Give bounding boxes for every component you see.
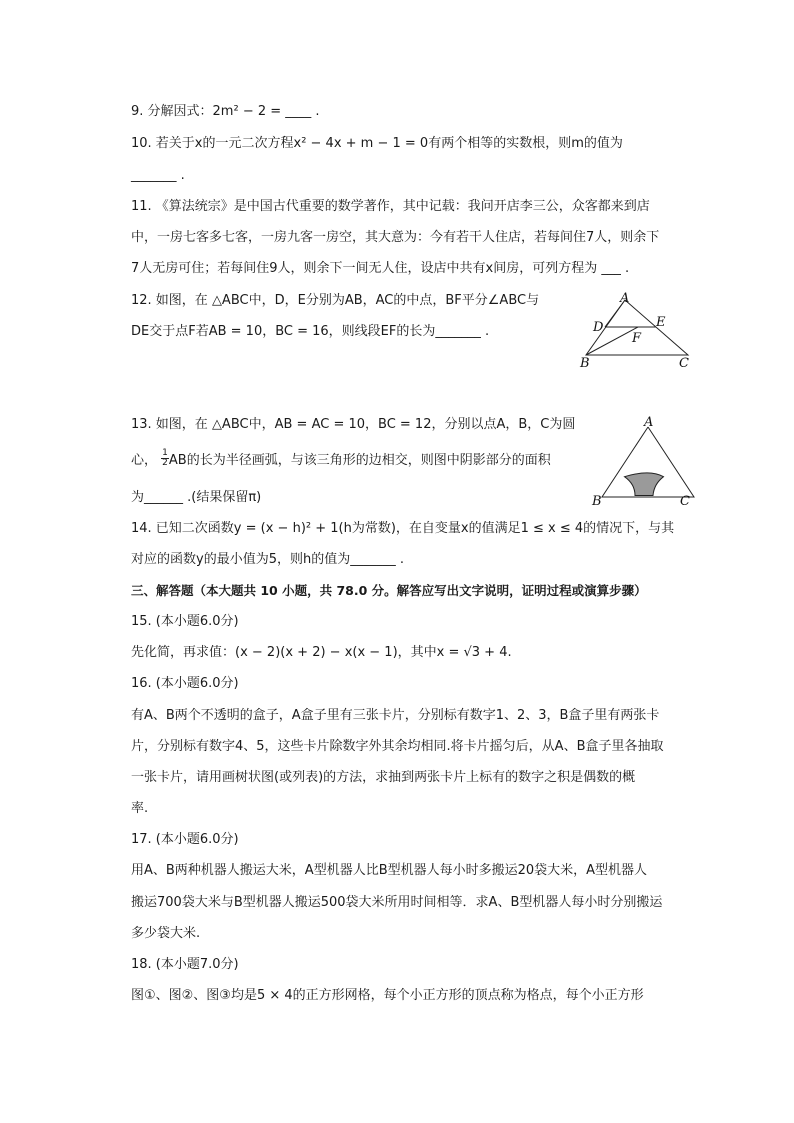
q15-line1: 先化简，再求值：(x − 2)(x + 2) − x(x − 1)，其中x = √3 + 4. [131, 645, 512, 660]
q13-shaded-region [625, 473, 664, 496]
q15-header: 15. (本小题6.0分) [131, 614, 239, 629]
q11-line2: 中，一房七客多七客，一房九客一房空，其大意为：今有若干人住店，若每间住7人，则余下 [131, 230, 660, 245]
q12-triangle-figure [574, 290, 694, 372]
q16-header: 16. (本小题6.0分) [131, 676, 239, 691]
q17-line3: 多少袋大米. [131, 926, 201, 941]
q14-line1: 14. 已知二次函数y = (x − h)² + 1(h为常数)，在自变量x的值满足1 ≤ x ≤ 4的情况下，与其 [131, 521, 675, 536]
q14-line2: 对应的函数y的最小值为5，则h的值为_______ . [131, 552, 404, 567]
q10-line1: 10. 若关于x的一元二次方程x² − 4x + m − 1 = 0有两个相等的实数根，则m的值为 [131, 136, 623, 151]
q13-line3: 为______ .(结果保留π) [131, 490, 262, 505]
q17-header: 17. (本小题6.0分) [131, 832, 239, 847]
q13-fraction-num: 1 [162, 448, 168, 458]
q13-label-c: C [680, 494, 690, 509]
q12-label-f: F [632, 331, 642, 346]
q16-line4: 率. [131, 801, 149, 816]
q16-line1: 有A、B两个不透明的盒子，A盒子里有三张卡片，分别标有数字1、2、3，B盒子里有两张卡 [131, 708, 660, 723]
q17-line1: 用A、B两种机器人搬运大米，A型机器人比B型机器人每小时多搬运20袋大米，A型机器人 [131, 863, 648, 878]
q13-line2-prefix: 心， [131, 453, 158, 468]
q12-label-d: D [593, 320, 604, 335]
q9-line: 9. 分解因式：2m² − 2 = ____ . [131, 104, 320, 119]
q11-line1: 11. 《算法统宗》是中国古代重要的数学著作，其中记载：我问开店李三公，众客都来到店 [131, 199, 650, 214]
q13-line2 [131, 448, 551, 470]
q13-fraction [161, 449, 169, 468]
q13-triangle-figure [590, 415, 700, 510]
q12-line2: DE交于点F若AB = 10，BC = 16，则线段EF的长为_______ . [131, 324, 490, 339]
q18-line1: 图①、图②、图③均是5 × 4的正方形网格，每个小正方形的顶点称为格点，每个小正方形 [131, 988, 644, 1003]
q16-line3: 一张卡片，请用画树状图(或列表)的方法，求抽到两张卡片上标有的数字之积是偶数的概 [131, 770, 636, 785]
section3-title: 三、解答题（本大题共 10 小题，共 78.0 分。解答应写出文字说明，证明过程或演算步骤） [131, 583, 647, 598]
q12-label-b: B [580, 356, 590, 371]
q12-label-a: A [620, 291, 630, 306]
q18-header: 18. (本小题7.0分) [131, 957, 239, 972]
q13-label-b: B [592, 494, 602, 509]
q17-line2: 搬运700袋大米与B型机器人搬运500袋大米所用时间相等．求A、B型机器人每小时分别搬运 [131, 895, 663, 910]
q13-line1: 13. 如图，在 △ABC中，AB = AC = 10，BC = 12，分别以点A，B，C为圆 [131, 417, 576, 432]
q13-fraction-den: 2 [162, 458, 168, 468]
q11-line3: 7人无房可住；若每间住9人，则余下一间无人住，设店中共有x间房，可列方程为 ___ . [131, 261, 630, 276]
q16-line2: 片，分别标有数字4、5，这些卡片除数字外其余均相同.将卡片摇匀后，从A、B盒子里各抽取 [131, 739, 664, 754]
q12-label-c: C [679, 356, 689, 371]
q12-line1: 12. 如图，在 △ABC中，D，E分别为AB，AC的中点，BF平分∠ABC与 [131, 293, 540, 308]
q10-line2: _______ . [131, 168, 185, 183]
q13-line2-text: AB的长为半径画弧，与该三角形的边相交，则图中阴影部分的面积 [168, 453, 551, 468]
q13-label-a: A [644, 415, 654, 430]
q12-label-e: E [656, 315, 666, 330]
